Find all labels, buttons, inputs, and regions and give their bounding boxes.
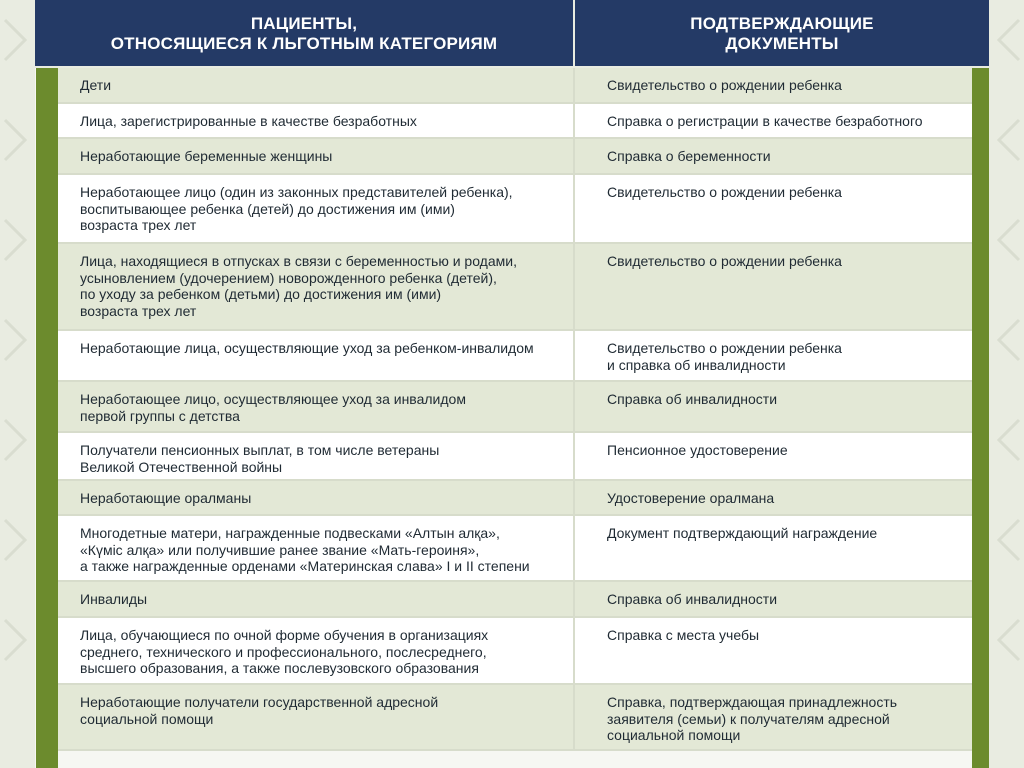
document-cell: Документ подтверждающий награждение xyxy=(607,525,878,541)
table-row xyxy=(58,516,972,582)
header-categories-line2: ОТНОСЯЩИЕСЯ К ЛЬГОТНЫМ КАТЕГОРИЯМ xyxy=(110,34,498,53)
category-cell: Лица, зарегистрированные в качестве безработных xyxy=(58,104,575,137)
table-row xyxy=(58,382,972,433)
category-cell: Лица, находящиеся в отпусках в связи с беременностью и родами, усыновлением (удочерением) новорожденного ребенка (детей), по уходу за ребенком (детьми) до достижения им (ими) возраста трех лет xyxy=(58,244,575,329)
table-row xyxy=(58,582,972,618)
table-row xyxy=(58,175,972,244)
header-documents-line1: ПОДТВЕРЖДАЮЩИЕ xyxy=(690,14,874,33)
document-cell: Свидетельство о рождении ребенка и справка об инвалидности xyxy=(607,340,842,373)
document-cell: Справка об инвалидности xyxy=(607,391,778,407)
document-cell: Справка, подтверждающая принадлежность заявителя (семьи) к получателям адресной социальной помощи xyxy=(607,694,898,743)
table-row xyxy=(58,244,972,331)
document-cell: Справка с места учебы xyxy=(607,627,760,643)
table-row xyxy=(58,433,972,481)
document-cell: Свидетельство о рождении ребенка xyxy=(607,184,842,200)
table-row xyxy=(58,68,972,104)
category-cell: Неработающие получатели государственной адресной социальной помощи xyxy=(58,685,575,749)
category-cell: Инвалиды xyxy=(58,582,575,616)
document-cell: Пенсионное удостоверение xyxy=(607,442,788,458)
document-cell: Справка об инвалидности xyxy=(607,591,778,607)
table-row xyxy=(58,618,972,685)
category-cell: Неработающее лицо, осуществляющее уход за инвалидом первой группы с детства xyxy=(58,382,575,431)
benefits-table xyxy=(58,68,972,751)
document-cell: Свидетельство о рождении ребенка xyxy=(607,77,842,93)
document-cell: Справка о беременности xyxy=(607,148,771,164)
document-cell: Справка о регистрации в качестве безработного xyxy=(607,113,923,129)
category-cell: Неработающее лицо (один из законных представителей ребенка), воспитывающее ребенка (детей) до достижения им (ими) возраста трех лет xyxy=(58,175,575,242)
table-header xyxy=(35,0,989,68)
document-cell: Свидетельство о рождении ребенка xyxy=(607,253,842,269)
table-row xyxy=(58,481,972,516)
category-cell: Лица, обучающиеся по очной форме обучения в организациях среднего, технического и профессионального, послесреднего, высшего образования, а также послевузовского образования xyxy=(58,618,575,683)
right-accent-bar xyxy=(972,62,989,768)
table-row xyxy=(58,104,972,139)
header-categories-line1: ПАЦИЕНТЫ, xyxy=(250,14,358,33)
header-documents xyxy=(575,0,989,66)
table-row xyxy=(58,139,972,175)
left-accent-bar xyxy=(36,62,58,768)
category-cell: Многодетные матери, награжденные подвесками «Алтын алқа», «Күміс алқа» или получившие ранее звание «Мать-героиня», а также награжденные орденами «Материнская слава» I и II степени xyxy=(58,516,575,580)
category-cell: Получатели пенсионных выплат, в том числе ветераны Великой Отечественной войны xyxy=(58,433,575,479)
category-cell: Дети xyxy=(58,68,575,102)
header-categories xyxy=(35,0,575,66)
document-cell: Удостоверение оралмана xyxy=(607,490,775,506)
category-cell: Неработающие лица, осуществляющие уход за ребенком-инвалидом xyxy=(58,331,575,380)
category-cell: Неработающие беременные женщины xyxy=(58,139,575,173)
table-row xyxy=(58,331,972,382)
category-cell: Неработающие оралманы xyxy=(58,481,575,514)
table-row xyxy=(58,685,972,751)
header-documents-line2: ДОКУМЕНТЫ xyxy=(725,34,839,53)
